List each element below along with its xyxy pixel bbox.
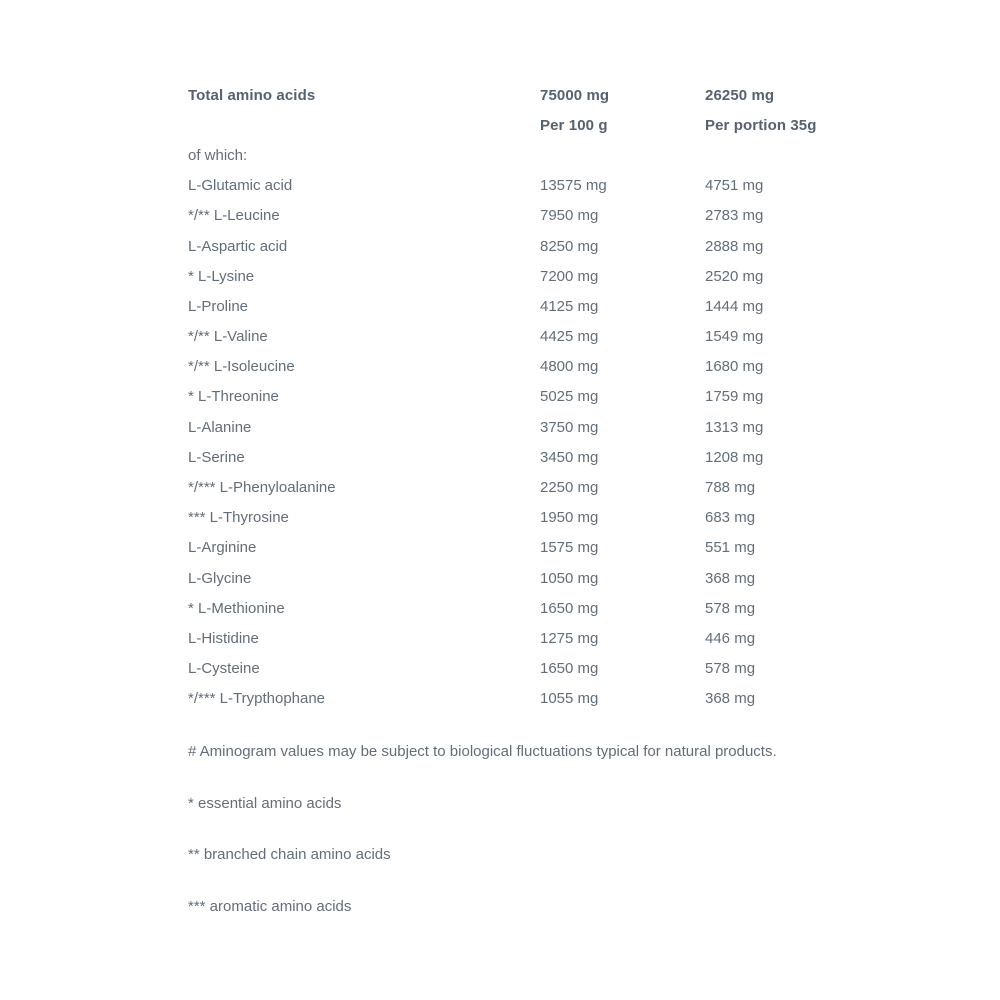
section-label-row (188, 140, 868, 170)
value-per-portion: 2520 mg (705, 267, 764, 285)
amino-acid-name: L-Histidine (188, 629, 259, 647)
table-subheader-row (188, 110, 868, 140)
footnote-essential: * essential amino acids (188, 794, 342, 812)
value-per-100g: 2250 mg (540, 479, 599, 497)
amino-acid-name: L-Glycine (188, 569, 252, 587)
footnotes-block (188, 742, 888, 948)
value-per-portion: 578 mg (705, 660, 756, 678)
amino-table-body (188, 171, 868, 714)
amino-acid-name: L-Cysteine (188, 660, 260, 678)
amino-acid-name: L-Serine (188, 448, 245, 466)
amino-acid-name: */*** L-Phenyloalanine (188, 479, 336, 497)
table-row (188, 352, 868, 382)
value-per-portion: 2888 mg (705, 237, 764, 255)
table-row (188, 412, 868, 442)
table-row (188, 472, 868, 502)
total-per-portion-value: 26250 mg (705, 86, 775, 104)
amino-acids-table (188, 80, 868, 714)
table-row (188, 322, 868, 352)
amino-acid-name: L-Aspartic acid (188, 237, 288, 255)
table-row (188, 231, 868, 261)
value-per-portion: 788 mg (705, 479, 756, 497)
amino-acid-name: L-Alanine (188, 418, 252, 436)
table-row (188, 593, 868, 623)
amino-acid-name: L-Glutamic acid (188, 177, 293, 195)
value-per-100g: 7200 mg (540, 267, 599, 285)
value-per-100g: 1055 mg (540, 690, 599, 708)
value-per-portion: 1549 mg (705, 328, 764, 346)
amino-acid-name: * L-Lysine (188, 267, 255, 285)
value-per-portion: 1759 mg (705, 388, 764, 406)
value-per-100g: 1650 mg (540, 660, 599, 678)
value-per-portion: 4751 mg (705, 177, 764, 195)
value-per-100g: 3450 mg (540, 448, 599, 466)
value-per-portion: 551 mg (705, 539, 756, 557)
amino-acid-name: * L-Methionine (188, 599, 285, 617)
value-per-portion: 446 mg (705, 629, 756, 647)
value-per-100g: 1650 mg (540, 599, 599, 617)
amino-acid-name: L-Proline (188, 297, 249, 315)
amino-acid-name: */*** L-Trypthophane (188, 690, 326, 708)
table-title: Total amino acids (188, 86, 316, 104)
footnote-branched-chain: ** branched chain amino acids (188, 846, 391, 863)
table-row (188, 261, 868, 291)
value-per-portion: 1313 mg (705, 418, 764, 436)
table-row (188, 684, 868, 714)
amino-acid-name: */** L-Leucine (188, 207, 280, 225)
amino-acid-name: L-Arginine (188, 539, 257, 557)
value-per-100g: 1575 mg (540, 539, 599, 557)
value-per-100g: 5025 mg (540, 388, 599, 406)
amino-acid-name: * L-Threonine (188, 388, 279, 406)
value-per-100g: 3750 mg (540, 418, 599, 436)
table-row (188, 503, 868, 533)
value-per-100g: 1950 mg (540, 509, 599, 527)
footnote-aminogram: # Aminogram values may be subject to biological fluctuations typical for natural products. (188, 743, 777, 760)
table-row (188, 201, 868, 231)
value-per-100g: 13575 mg (540, 177, 607, 195)
column-header-per-portion: Per portion 35g (705, 116, 817, 134)
value-per-portion: 1208 mg (705, 448, 764, 466)
amino-acid-name: */** L-Valine (188, 328, 268, 346)
value-per-portion: 578 mg (705, 599, 756, 617)
value-per-portion: 1444 mg (705, 297, 764, 315)
value-per-portion: 2783 mg (705, 207, 764, 225)
value-per-100g: 4800 mg (540, 358, 599, 376)
table-row (188, 171, 868, 201)
value-per-portion: 683 mg (705, 509, 756, 527)
table-header-row (188, 80, 868, 110)
table-row (188, 382, 868, 412)
section-label: of which: (188, 146, 248, 164)
footnote-aromatic: *** aromatic amino acids (188, 897, 352, 915)
amino-acid-name: *** L-Thyrosine (188, 509, 289, 527)
amino-acid-name: */** L-Isoleucine (188, 358, 295, 376)
table-row (188, 533, 868, 563)
table-row (188, 563, 868, 593)
table-row (188, 654, 868, 684)
value-per-100g: 8250 mg (540, 237, 599, 255)
value-per-portion: 368 mg (705, 690, 756, 708)
table-row (188, 442, 868, 472)
value-per-100g: 7950 mg (540, 207, 599, 225)
column-header-per-100g: Per 100 g (540, 116, 608, 134)
value-per-100g: 1050 mg (540, 569, 599, 587)
value-per-100g: 1275 mg (540, 629, 599, 647)
value-per-portion: 1680 mg (705, 358, 764, 376)
total-per-100g-value: 75000 mg (540, 86, 610, 104)
value-per-100g: 4425 mg (540, 328, 599, 346)
table-row (188, 623, 868, 653)
value-per-100g: 4125 mg (540, 297, 599, 315)
table-row (188, 291, 868, 321)
value-per-portion: 368 mg (705, 569, 756, 587)
